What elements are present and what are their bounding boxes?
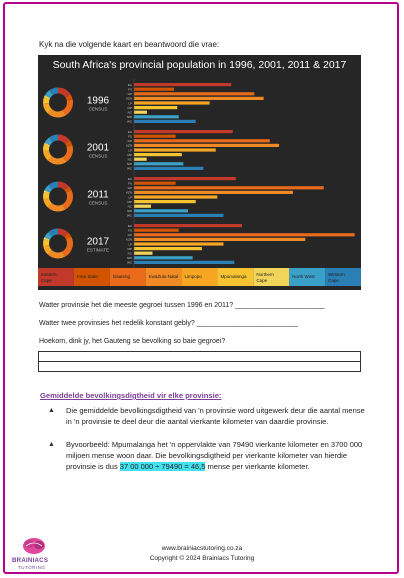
- bar-category-label: KZN: [126, 96, 132, 101]
- bar-category-label: NC: [127, 110, 132, 115]
- bar-category-label: FS: [128, 87, 132, 92]
- chart-title: South Africa's provincial population in 1996, 2001, 2011 & 2017: [52, 59, 347, 71]
- bar: [134, 130, 233, 133]
- bar: [134, 256, 193, 259]
- bar: [134, 92, 254, 95]
- bar-category-label: FS: [128, 181, 132, 186]
- bullet-icon: ▲: [48, 441, 55, 448]
- legend-label: Northern: [256, 272, 274, 277]
- bar-category-label: EC: [127, 223, 132, 228]
- bar: [134, 115, 179, 118]
- bar: [134, 120, 196, 123]
- question-3: Hoekom, dink jy, het Gauteng se bevolking so baie gegroei?: [39, 338, 226, 345]
- bar-category-label: NW: [127, 115, 132, 120]
- legend-label: North West: [292, 274, 315, 279]
- legend-swatch: [253, 268, 289, 286]
- bar-category-label: LP: [128, 148, 132, 153]
- bar-category-label: EC: [127, 176, 132, 181]
- bar: [134, 135, 176, 138]
- legend-label: Eastern: [41, 272, 57, 277]
- bar-category-label: EC: [127, 129, 132, 134]
- bar: [134, 148, 216, 151]
- bar-category-label: WC: [127, 166, 132, 171]
- bar: [134, 205, 151, 208]
- legend-swatch: [325, 268, 361, 286]
- chart-svg: [38, 55, 361, 290]
- bar-category-label: MP: [127, 105, 132, 110]
- answer-line-2[interactable]: [38, 361, 361, 372]
- bar: [134, 182, 176, 185]
- bar-category-label: WC: [127, 213, 132, 218]
- bar: [134, 195, 217, 198]
- bar: [134, 167, 203, 170]
- bar-category-label: GP: [127, 92, 132, 97]
- bar-category-label: NC: [127, 251, 132, 256]
- bar: [134, 158, 147, 161]
- bar: [134, 153, 182, 156]
- population-chart: [38, 55, 361, 290]
- bar: [134, 162, 183, 165]
- bar: [134, 88, 174, 91]
- bar: [134, 224, 242, 227]
- logo-name: BRAINIACS: [12, 557, 49, 564]
- bar-category-label: LP: [128, 242, 132, 247]
- bar: [134, 111, 147, 114]
- bar: [134, 97, 264, 100]
- bar-category-label: NW: [127, 209, 132, 214]
- bar: [134, 233, 355, 236]
- bar: [134, 214, 223, 217]
- bar-category-label: NC: [127, 157, 132, 162]
- bullet-icon: ▲: [48, 407, 55, 414]
- legend-label: Cape: [256, 278, 268, 283]
- bar-category-label: LP: [128, 101, 132, 106]
- bar-category-label: KZN: [126, 143, 132, 148]
- panel-label: CENSUS: [88, 153, 108, 159]
- legend-label: Mpumalanga: [220, 274, 247, 279]
- legend-label: Gauteng: [112, 274, 131, 279]
- bar: [134, 261, 234, 264]
- bar: [134, 242, 223, 245]
- bullet-2-post: mense per vierkante kilometer.: [205, 462, 310, 471]
- bar: [134, 229, 179, 232]
- bar: [134, 209, 188, 212]
- panel-year: 1996: [86, 95, 110, 107]
- bar: [134, 200, 196, 203]
- bar-category-label: NW: [127, 162, 132, 167]
- donut-segment: [62, 237, 73, 257]
- panel-label: CENSUS: [88, 200, 108, 206]
- panel-label: CENSUS: [88, 106, 108, 112]
- bar: [134, 106, 177, 109]
- bar-category-label: MP: [127, 246, 132, 251]
- question-1: Watter provinsie het die meeste gegroei tussen 1996 en 2011? _______________________: [39, 302, 325, 309]
- logo-sub: TUTORING: [18, 565, 46, 570]
- legend-label: KwaZulu-Natal: [148, 274, 179, 279]
- legend-label: Western: [328, 272, 345, 277]
- bar: [134, 177, 236, 180]
- bar: [134, 252, 153, 255]
- bar-category-label: KZN: [126, 237, 132, 242]
- legend-swatch: [38, 268, 74, 286]
- bar-category-label: NW: [127, 256, 132, 261]
- bar-category-label: LP: [128, 195, 132, 200]
- legend-label: Cape: [41, 278, 52, 283]
- footer-website: www.brainiacstutoring.co.za: [161, 545, 243, 552]
- bar-category-label: MP: [127, 152, 132, 157]
- bar-category-label: FS: [128, 134, 132, 139]
- bar-category-label: GP: [127, 233, 132, 238]
- bar: [134, 144, 279, 147]
- panel-year: 2017: [86, 236, 110, 248]
- bar: [134, 101, 210, 104]
- bar: [134, 247, 202, 250]
- bar-category-label: NC: [127, 204, 132, 209]
- donut-segment: [62, 190, 73, 209]
- instruction-text: Kyk na die volgende kaart en beantwoord die vrae:: [39, 40, 220, 49]
- legend-label: Limpopo: [184, 274, 202, 279]
- bullet-2-text: [66, 439, 366, 472]
- bar: [134, 238, 305, 241]
- bullet-2-pre: Byvoorbeeld: Mpumalanga het 'n oppervlakte van 79490 vierkante kilometer en 3700 000 miljoen mense woon daar. Die bevolkingsdigtheid per vierkante kilometer van hierdie provinsie is dus: [66, 440, 363, 471]
- panel-year: 2001: [86, 142, 110, 154]
- question-2: Watter twee provinsies het redelik konstant gebly? __________________________: [39, 320, 298, 327]
- bar-category-label: GP: [127, 139, 132, 144]
- bar-category-label: GP: [127, 186, 132, 191]
- bar-category-label: FS: [128, 228, 132, 233]
- bar-category-label: WC: [127, 260, 132, 265]
- bar: [134, 83, 231, 86]
- footer-copyright: Copyright © 2024 Brainiacs Tutoring: [149, 555, 255, 562]
- panel-year: 2011: [87, 189, 109, 201]
- bar-category-label: EC: [127, 82, 132, 87]
- bullet-1-text: Die gemiddelde bevolkingsdigtheid van 'n provinsie word uitgewerk deur die aantal mense in 'n provinsie te deel deur die aantal vierkante kilometer van daardie provinsie.: [66, 406, 365, 426]
- panel-label: ESTIMATE: [86, 247, 110, 253]
- legend-label: Cape: [328, 278, 339, 283]
- bar: [134, 191, 293, 194]
- calculation-highlight: 37 00 000 ÷ 79490 = 46,5: [119, 462, 206, 471]
- bar: [134, 139, 270, 142]
- bar-category-label: KZN: [126, 190, 132, 195]
- bar-category-label: MP: [127, 199, 132, 204]
- section-heading: Gemiddelde bevolkingsdigtheid vir elke provinsie:: [40, 391, 222, 400]
- bar: [134, 186, 324, 189]
- bar-category-label: WC: [127, 119, 132, 124]
- legend-label: Free State: [76, 274, 98, 279]
